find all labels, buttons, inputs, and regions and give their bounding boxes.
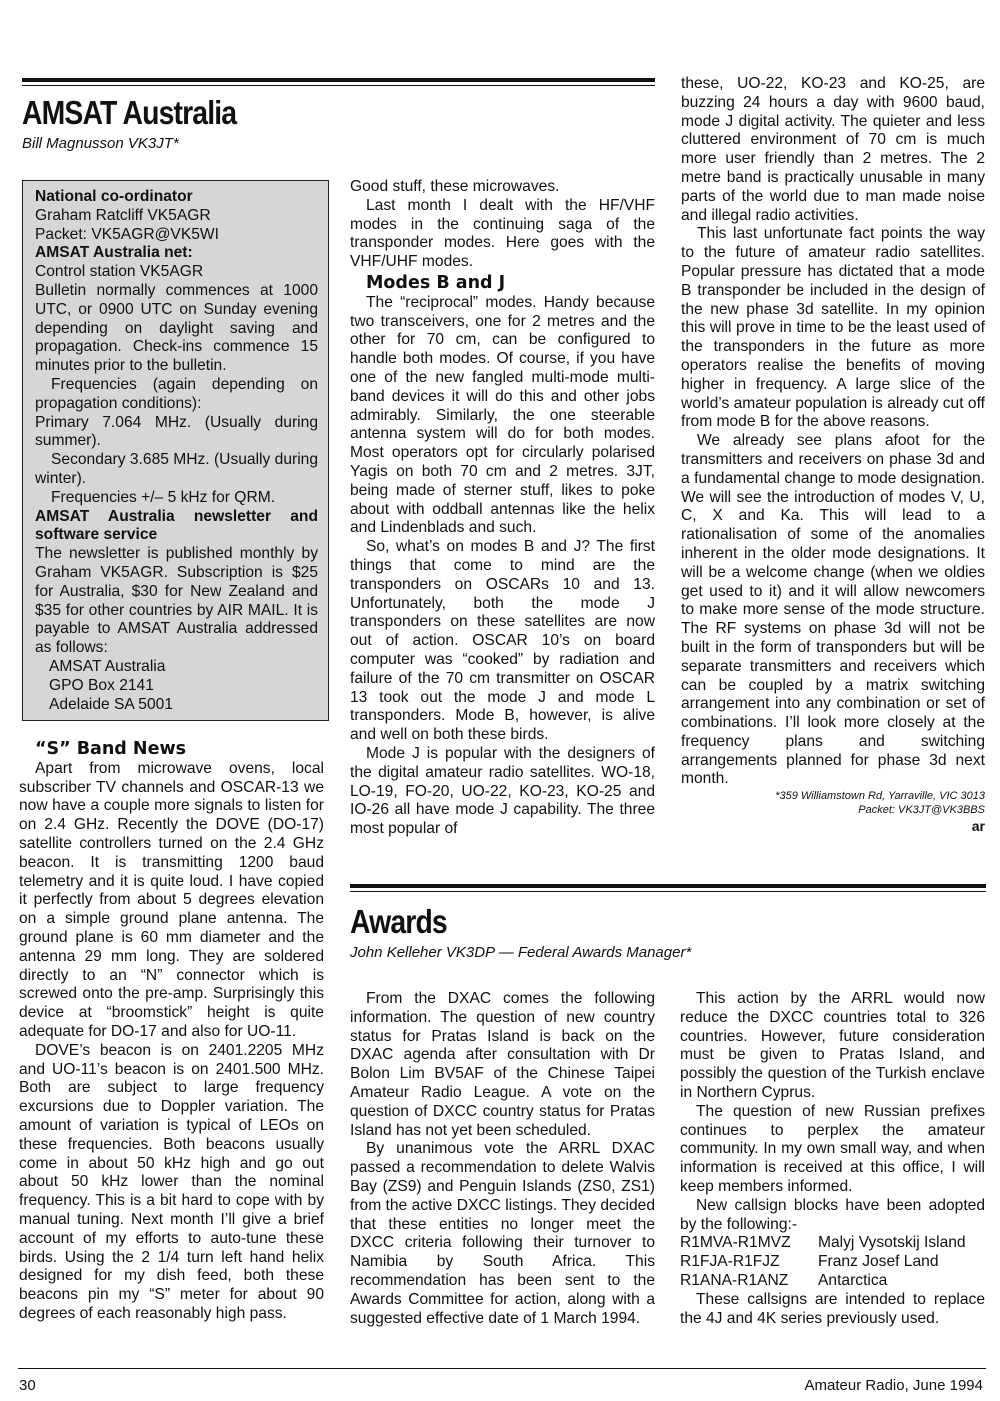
column-awards-1	[350, 990, 655, 1328]
callsign-location: Antarctica	[818, 1271, 888, 1289]
callsign-block-row	[680, 1253, 985, 1272]
awards-rule-top-thin	[350, 891, 986, 892]
address-line: Adelaide SA 5001	[49, 695, 173, 713]
paragraph: Last month I dealt with the HF/VHF modes in the continuing saga of the transponder modes. Here goes with the VHF/UHF modes.	[350, 196, 655, 271]
box-paragraph: Bulletin normally commences at 1000 UTC, or 0900 UTC on Sunday evening depending on daylight saving and propagation. Check-ins commence 15 minutes prior to the bulletin.	[35, 281, 318, 375]
paragraph: New callsign blocks have been adopted by the following:-	[680, 1196, 985, 1233]
section-title-awards: Awards	[350, 903, 447, 940]
publication-footer: Amateur Radio, June 1994	[804, 1377, 983, 1394]
paragraph: This action by the ARRL would now reduce the DXCC countries total to 326 countries. However, future consideration must be given to Pratas Island, and possibly the question of the Turkish enclave in Northern Cyprus.	[680, 990, 985, 1101]
box-heading-coordinator: National co-ordinator	[35, 188, 193, 205]
callsign-range: R1ANA-R1ANZ	[680, 1271, 789, 1289]
box-paragraph: Frequencies +/– 5 kHz for QRM.	[51, 488, 276, 506]
end-mark: ar	[971, 818, 985, 835]
paragraph: Good stuff, these microwaves.	[350, 178, 560, 195]
heading-s-band-news: “S” Band News	[35, 739, 187, 759]
box-paragraph: Primary 7.064 MHz. (Usually during summer).	[35, 413, 318, 450]
callsign-range: R1FJA-R1FJZ	[680, 1253, 780, 1271]
paragraph: From the DXAC comes the following information. The question of new country status for Pratas Island is back on the DXAC agenda after consultation with Dr Bolon Lim BV5AF of the Chinese Taipei Amateur Radio League. A vote on the question of DXCC country status for Pratas Island has not yet been scheduled.	[350, 990, 655, 1139]
author-address: *359 Williamstown Rd, Yarraville, VIC 3013	[775, 790, 985, 803]
paragraph: These callsigns are intended to replace the 4J and 4K series previously used.	[680, 1290, 985, 1327]
box-line: Packet: VK5AGR@VK5WI	[35, 225, 219, 243]
box-line: Graham Ratcliff VK5AGR	[35, 206, 211, 224]
address-line: AMSAT Australia	[49, 657, 166, 675]
callsign-location: Malyj Vysotskij Island	[818, 1234, 966, 1252]
section-rule-top-thin	[22, 85, 655, 86]
byline-awards: John Kelleher VK3DP — Federal Awards Manager*	[350, 944, 692, 961]
callsign-range: R1MVA-R1MVZ	[680, 1234, 791, 1252]
awards-rule-top	[350, 884, 986, 888]
box-paragraph: Frequencies (again depending on propagation conditions):	[35, 375, 318, 412]
paragraph: So, what’s on modes B and J? The first things that come to mind are the transponders on OSCARs 10 and 13. Unfortunately, both the mode J transponders on these satellites are now out of action. OSCAR 10’s on board computer was “cooked” by radiation and failure of the 70 cm transmitter on OSCAR 13 took out the mode J and mode L transponders. Mode B, however, is alive and well on both these birds.	[350, 538, 655, 744]
paragraph: By unanimous vote the ARRL DXAC passed a recommendation to delete Walvis Bay (ZS9) and Penguin Islands (ZS0, ZS1) from the active DXCC listings. They decided that these entities no longer meet the DXCC criteria following their turnover to Namibia by South Africa. This recommendation has been sent to the Awards Committee for action, along with a suggested effective date of 1 March 1994.	[350, 1140, 655, 1327]
paragraph: these, UO-22, KO-23 and KO-25, are buzzing 24 hours a day with 9600 baud, mode J digital activity. The quieter and less cluttered environment of 70 cm is much more user friendly than 2 metres. The 2 metre band is practically unusable in many parts of the world due to man made noise and illegal radio activities.	[681, 75, 985, 224]
paragraph: This last unfortunate fact points the way to the future of amateur radio satellites. Popular pressure has dictated that a mode B transponder be included in the design of the new phase 3d satellite. In my opinion this will prove in time to be the least used of the transponders in the future as more operators realise the benefits of moving higher in frequency. A large slice of the world’s amateur population is already cut off from mode B for the above reasons.	[681, 225, 985, 431]
paragraph: DOVE’s beacon is on 2401.2205 MHz and UO-11’s beacon is on 2401.500 MHz. Both are subject to large frequency excursions due to Doppler variation. The amount of variation is typical of LEOs on these frequencies. Both beacons usually come in about 50 kHz high and go out about 50 kHz lower than the nominal frequency. This is a bit hard to cope with by manual tuning. Next month I’ll give a brief account of my efforts to auto-tune these birds. Using the 2 1/4 turn left hand helix designed for my dish feed, both these beacons pin my “S” meter for about 90 degrees of each reasonably high pass.	[19, 1041, 324, 1322]
box-paragraph: Secondary 3.685 MHz. (Usually during winter).	[35, 451, 318, 487]
author-packet: Packet: VK3JT@VK3BBS	[858, 804, 985, 817]
callsign-block-row	[680, 1234, 985, 1253]
callsign-location: Franz Josef Land	[818, 1253, 939, 1271]
paragraph: The “reciprocal” modes. Handy because two transceivers, one for 2 metres and the other for 70 cm, can be configured to handle both modes. Of course, if you have one of the new fangled multi-mode multi-band devices it will do this and other jobs admirably. Similarly, the one steerable antenna system will do for both modes. Most operators opt for circularly polarised Yagis on both 70 cm and 2 metres. 3JT, being made of sterner stuff, likes to poke about with oddball antennas like the helix and Lindenblads and such.	[350, 293, 655, 537]
column-s-band	[19, 738, 324, 1324]
section-rule-top	[22, 78, 655, 82]
footer-rule	[18, 1368, 986, 1369]
paragraph: Mode J is popular with the designers of the digital amateur radio satellites. WO-18, LO-19, FO-20, UO-22, KO-23, KO-25 and IO-26 all have mode J capability. The three most popular of	[350, 744, 655, 838]
callsign-block-row	[680, 1272, 985, 1291]
address-line: GPO Box 2141	[49, 676, 154, 694]
column-awards-2	[680, 990, 985, 1328]
paragraph: Apart from microwave ovens, local subscriber TV channels and OSCAR-13 we now have a couple more signals to listen for on 2.4 GHz. Recently the DOVE (DO-17) satellite controllers turned on the 2.4 GHz beacon. It is transmitting 1200 baud telemetry and it is quite loud. I have copied it perfectly from about 5 degrees elevation on a simple ground plane antenna. The ground plane is 60 mm diameter and the antenna 29 mm long. They are soldered directly to an “N” connector which is screwed onto the pre-amp. Surprisingly this device at “broomstick” height is quite adequate for DO-17 and also for UO-11.	[19, 759, 324, 1040]
box-heading-newsletter: AMSAT Australia newsletter and software service	[35, 507, 318, 544]
page-number: 30	[19, 1377, 36, 1394]
byline-amsat: Bill Magnusson VK3JT*	[22, 135, 179, 152]
section-title-amsat: AMSAT Australia	[22, 94, 237, 131]
paragraph: The question of new Russian prefixes continues to perplex the amateur community. In my own small way, and when information is received at this office, I will keep members informed.	[680, 1102, 985, 1195]
box-line: Control station VK5AGR	[35, 263, 204, 281]
info-box	[22, 180, 329, 721]
box-heading-net: AMSAT Australia net:	[35, 244, 193, 262]
column-phase3d	[681, 75, 985, 836]
paragraph: We already see plans afoot for the transmitters and receivers on phase 3d and a fundamental change to mode designation. We will see the introduction of modes V, U, C, X and Ka. This will lead to a rationalisation of some of the anomalies inherent in the older mode designations. It will be a welcome change (when we oldies get used to it) and it will allow newcomers to make more sense of the mode structure. The RF systems on phase 3d will not be built in the form of transponders but will be separate transmitters and receivers which can be coupled by a matrix switching arrangement into any combination or set of combinations. I’ll look more closely at the frequency plans and switching arrangements planned for phase 3d next month.	[681, 432, 985, 788]
heading-modes-b-j: Modes B and J	[366, 272, 506, 293]
column-modes	[350, 178, 655, 839]
box-paragraph: The newsletter is published monthly by Graham VK5AGR. Subscription is $25 for Australia, $30 for New Zealand and $35 for other countries by AIR MAIL. It is payable to AMSAT Australia addressed as follows:	[35, 545, 318, 657]
